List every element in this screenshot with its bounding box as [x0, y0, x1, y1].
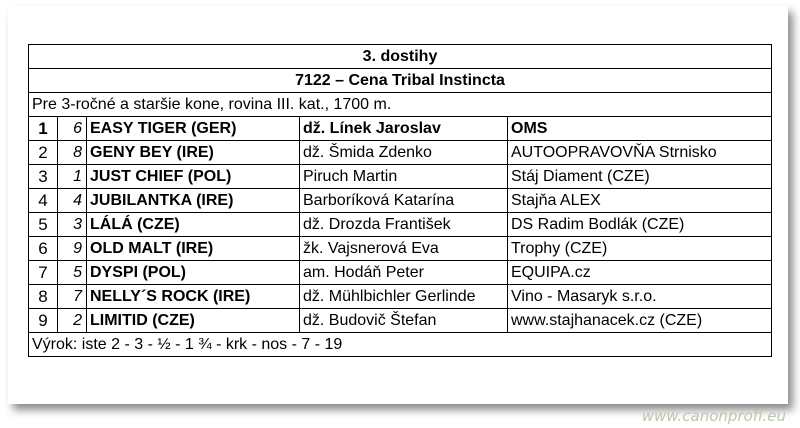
owner-name: Stáj Diament (CZE): [508, 165, 772, 189]
race-title-row: [29, 69, 772, 93]
finish-position: 3: [29, 165, 58, 189]
horse-name: LÁLÁ (CZE): [87, 213, 300, 237]
result-row: [29, 261, 772, 285]
result-row: [29, 189, 772, 213]
finish-position: 1: [29, 117, 58, 141]
finish-position: 9: [29, 309, 58, 333]
watermark: www.canonprofi.eu: [641, 407, 786, 425]
finishing-margins: Výrok: iste 2 - 3 - ½ - 1 ¾ - krk - nos - 7 - 19: [29, 333, 772, 357]
owner-name: Vino - Masaryk s.r.o.: [508, 285, 772, 309]
race-conditions-row: [29, 93, 772, 117]
owner-name: Stajňa ALEX: [508, 189, 772, 213]
finish-position: 6: [29, 237, 58, 261]
start-number: 3: [58, 213, 87, 237]
jockey-name: Piruch Martin: [300, 165, 508, 189]
horse-name: OLD MALT (IRE): [87, 237, 300, 261]
start-number: 2: [58, 309, 87, 333]
horse-name: JUST CHIEF (POL): [87, 165, 300, 189]
race-number: 3. dostihy: [29, 45, 772, 69]
result-row: [29, 165, 772, 189]
horse-name: NELLY´S ROCK (IRE): [87, 285, 300, 309]
result-row: [29, 117, 772, 141]
owner-name: OMS: [508, 117, 772, 141]
start-number: 4: [58, 189, 87, 213]
horse-name: JUBILANTKA (IRE): [87, 189, 300, 213]
jockey-name: dž. Budovič Štefan: [300, 309, 508, 333]
jockey-name: dž. Drozda František: [300, 213, 508, 237]
jockey-name: žk. Vajsnerová Eva: [300, 237, 508, 261]
race-results-table: [28, 44, 772, 357]
horse-name: LIMITID (CZE): [87, 309, 300, 333]
result-row: [29, 237, 772, 261]
start-number: 9: [58, 237, 87, 261]
jockey-name: dž. Šmida Zdenko: [300, 141, 508, 165]
horse-name: GENY BEY (IRE): [87, 141, 300, 165]
jockey-name: Barboríková Katarína: [300, 189, 508, 213]
owner-name: EQUIPA.cz: [508, 261, 772, 285]
start-number: 7: [58, 285, 87, 309]
owner-name: AUTOOPRAVOVŇA Strnisko: [508, 141, 772, 165]
result-row: [29, 309, 772, 333]
owner-name: www.stajhanacek.cz (CZE): [508, 309, 772, 333]
race-conditions: Pre 3-ročné a staršie kone, rovina III. kat., 1700 m.: [29, 93, 772, 117]
start-number: 6: [58, 117, 87, 141]
finish-position: 4: [29, 189, 58, 213]
owner-name: Trophy (CZE): [508, 237, 772, 261]
horse-name: DYSPI (POL): [87, 261, 300, 285]
race-number-row: [29, 45, 772, 69]
jockey-name: am. Hodáň Peter: [300, 261, 508, 285]
finish-position: 7: [29, 261, 58, 285]
margins-row: [29, 333, 772, 357]
finish-position: 8: [29, 285, 58, 309]
jockey-name: dž. Línek Jaroslav: [300, 117, 508, 141]
result-row: [29, 141, 772, 165]
race-title: 7122 – Cena Tribal Instincta: [29, 69, 772, 93]
result-row: [29, 285, 772, 309]
finish-position: 2: [29, 141, 58, 165]
jockey-name: dž. Mühlbichler Gerlinde: [300, 285, 508, 309]
start-number: 8: [58, 141, 87, 165]
horse-name: EASY TIGER (GER): [87, 117, 300, 141]
owner-name: DS Radim Bodlák (CZE): [508, 213, 772, 237]
start-number: 1: [58, 165, 87, 189]
finish-position: 5: [29, 213, 58, 237]
start-number: 5: [58, 261, 87, 285]
result-row: [29, 213, 772, 237]
